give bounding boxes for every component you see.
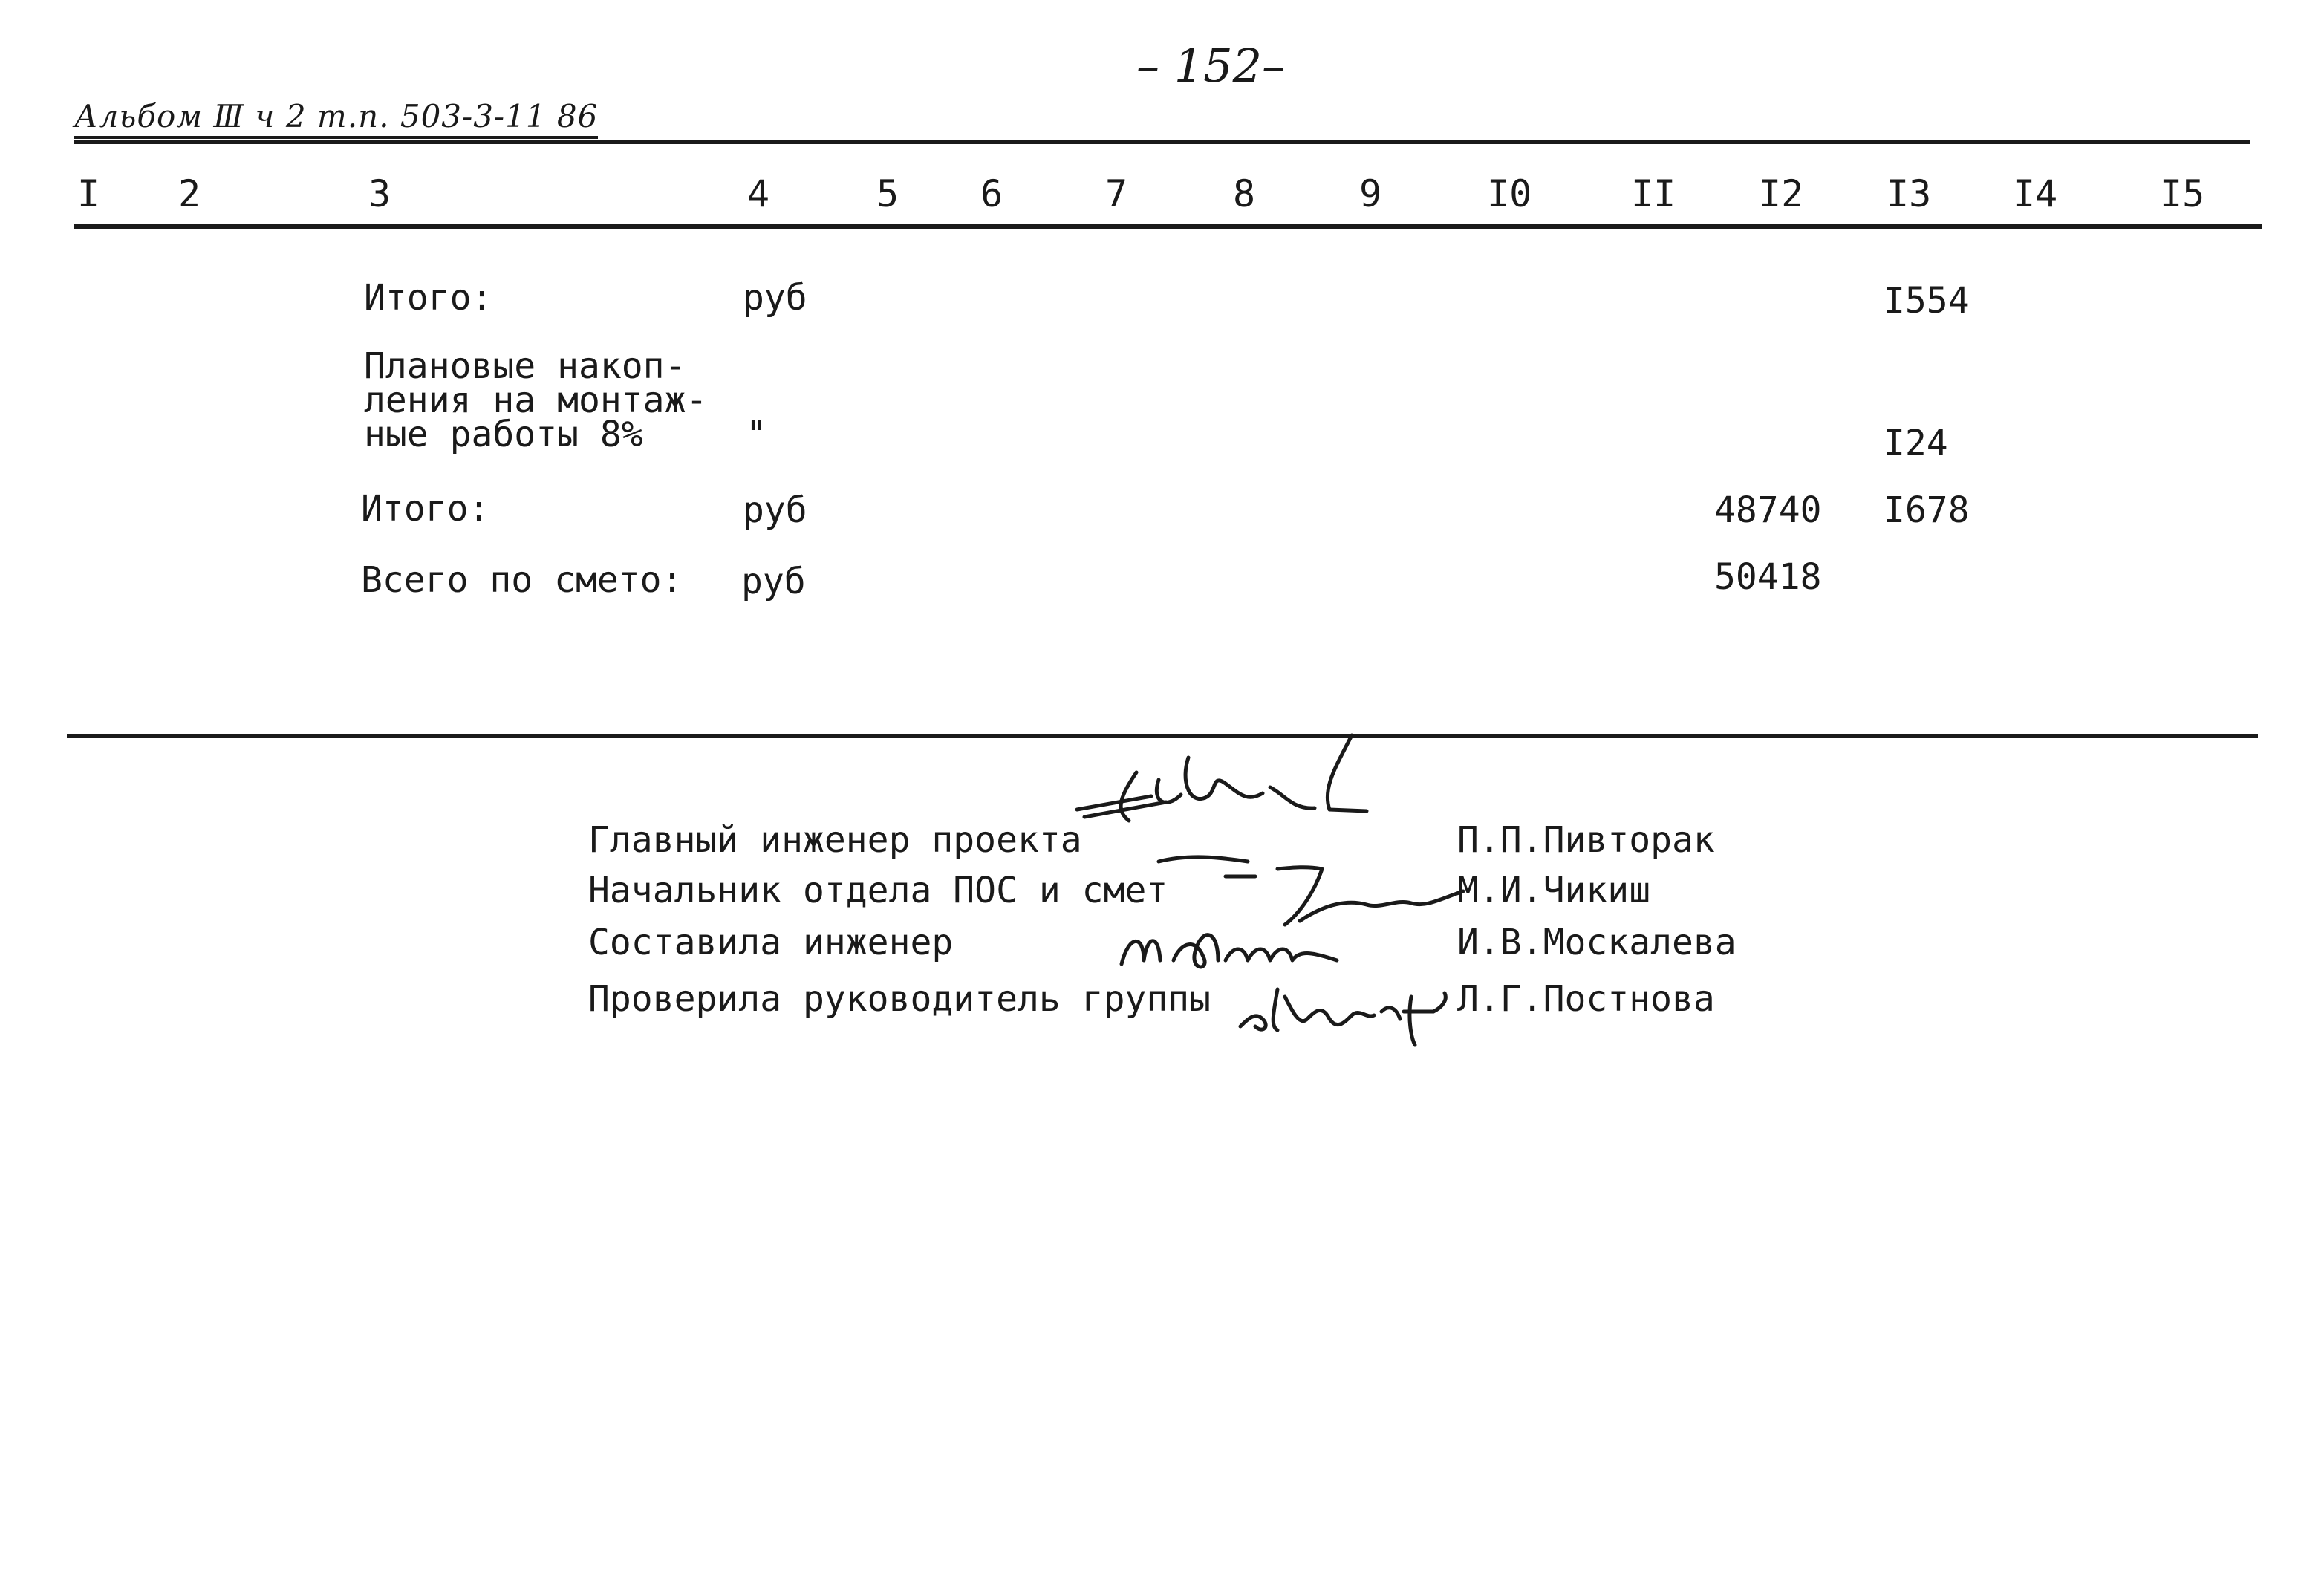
column-number: 5	[876, 172, 899, 215]
column-number: 9	[1359, 172, 1382, 215]
column-number: 2	[178, 172, 201, 215]
signature-role: Проверила руководитель группы	[588, 978, 1211, 1020]
column-number: 4	[747, 172, 770, 215]
table-row-name: Итого:	[361, 488, 490, 530]
signature-role: Начальник отдела ПОС и смет	[588, 870, 1168, 911]
signature-role: Составила инженер	[588, 922, 954, 963]
column-header-rule	[74, 224, 2262, 229]
column-number: I4	[2013, 172, 2058, 215]
column-number: I3	[1887, 172, 1932, 215]
table-row-col13: I678	[1884, 489, 1970, 531]
table-row-name: Всего по смето:	[361, 559, 683, 601]
column-number: II	[1631, 172, 1676, 215]
column-number: I2	[1759, 172, 1804, 215]
column-number: 8	[1233, 172, 1256, 215]
table-row-unit: руб	[741, 561, 806, 602]
table-row-col13: I24	[1884, 423, 1948, 464]
handwritten-signature-4	[1233, 967, 1456, 1049]
column-number: 7	[1105, 172, 1128, 215]
column-number: I	[77, 172, 100, 215]
table-row-unit: "	[746, 414, 767, 455]
column-number: I5	[2160, 172, 2205, 215]
album-reference: Альбом Ⅲ ч 2 т.п. 503-3-11 86	[74, 98, 598, 139]
table-row-col12: 48740	[1714, 489, 1822, 531]
page-number: – 152–	[1136, 39, 1286, 93]
table-row-col12: 50418	[1714, 556, 1822, 598]
table-row-col13: I554	[1884, 280, 1970, 322]
table-row-unit: руб	[743, 277, 807, 319]
handwritten-signature-1	[1070, 728, 1381, 854]
top-rule	[74, 140, 2250, 144]
signature-name: И.В.Москалева	[1457, 922, 1737, 963]
table-row-name: Плановые накоп- ления на монтаж- ные работы 8%	[364, 345, 708, 455]
signature-name: Л.Г.Постнова	[1457, 978, 1715, 1020]
table-row-name: Итого:	[364, 277, 493, 319]
column-number: 6	[980, 172, 1003, 215]
signature-name: М.И.Чикиш	[1457, 870, 1651, 911]
signature-name: П.П.Пивторак	[1457, 819, 1715, 861]
column-number: I0	[1487, 172, 1532, 215]
signature-role: Главный инженер проекта	[588, 819, 1082, 861]
table-row-unit: руб	[743, 489, 807, 531]
column-number: 3	[368, 172, 391, 215]
